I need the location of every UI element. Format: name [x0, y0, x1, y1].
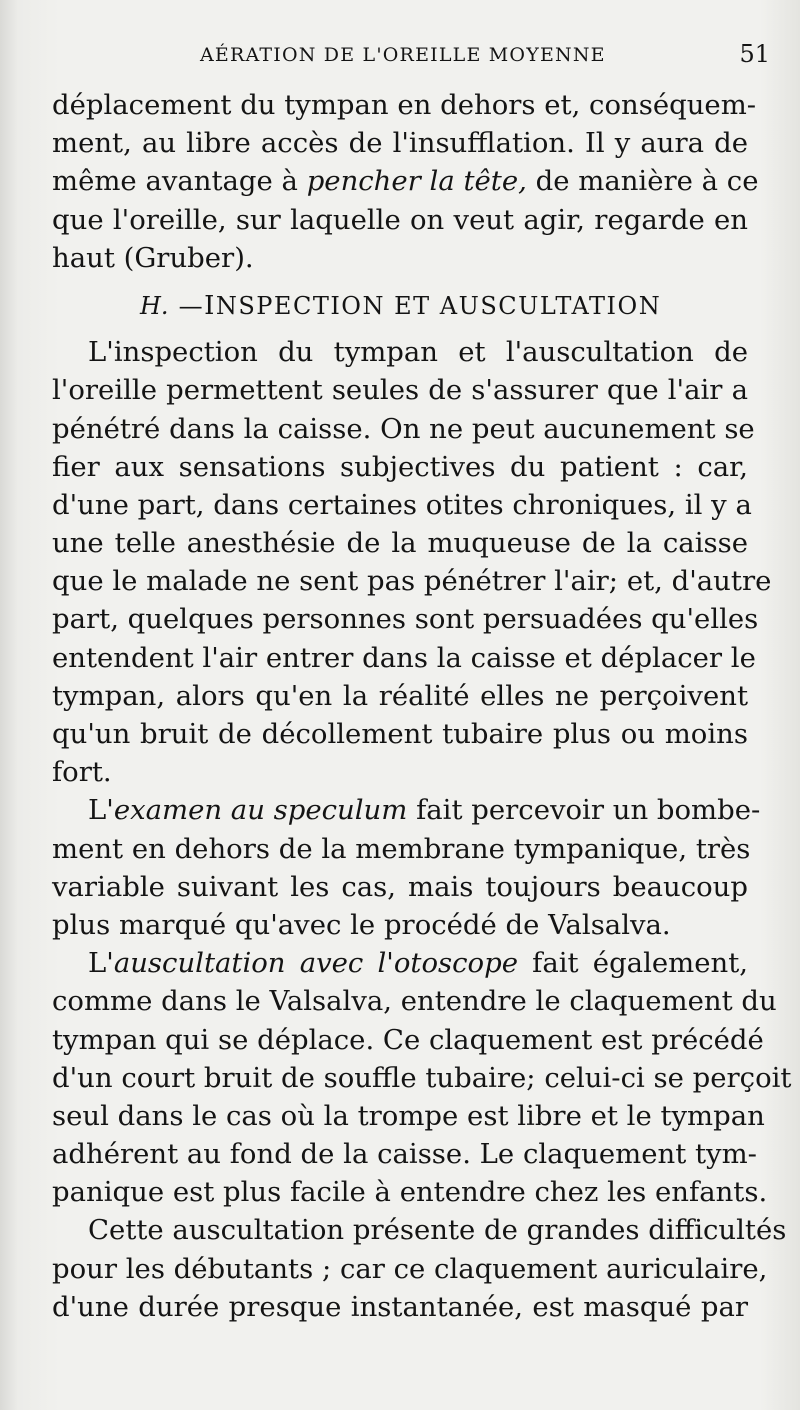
text-line: haut (Gruber). [52, 241, 254, 274]
text-line: Cette auscultation présente de grandes difficultés [88, 1214, 787, 1247]
page-number: 51 [739, 40, 770, 68]
text-line: plus marqué qu'avec le procédé de Valsalva. [52, 908, 671, 941]
text-line: déplacement du tympan en dehors et, conséquem- [52, 89, 757, 121]
text-line: adhérent au fond de la caisse. Le claquement tym- [52, 1138, 757, 1171]
text-line [52, 944, 748, 982]
running-head [50, 40, 770, 76]
text-line: l'oreille permettent seules de s'assurer que l'air a [52, 374, 748, 407]
section-heading [52, 287, 748, 325]
body-text [52, 86, 792, 1326]
text-line: pénétré dans la caisse. On ne peut aucunement se [52, 412, 755, 445]
text-line: tympan qui se déplace. Ce claquement est précédé [52, 1023, 764, 1056]
emphasis-text: examen au speculum [113, 794, 408, 827]
running-title: AÉRATION DE L'OREILLE MOYENNE [200, 44, 606, 66]
text-line: entendent l'air entrer dans la caisse et déplacer le [52, 641, 756, 674]
text-line: comme dans le Valsalva, entendre le claquement du [52, 985, 777, 1018]
text-line: que le malade ne sent pas pénétrer l'air; et, d'autre [52, 565, 772, 598]
text-line: part, quelques personnes sont persuadées qu'elles [52, 603, 759, 636]
emphasis-text: pencher la tête, [306, 165, 527, 198]
text-line [52, 791, 761, 829]
text-span: fait percevoir un bombe- [407, 794, 761, 827]
text-line: L'inspection du tympan et l'auscultation de [88, 336, 748, 369]
text-span: de manière à ce [526, 165, 759, 198]
text-line: ment en dehors de la membrane tympanique, très [52, 832, 751, 865]
text-span: L' [88, 794, 114, 827]
text-line: d'une durée presque instantanée, est masqué par [52, 1290, 748, 1323]
text-span: fait également, [517, 947, 748, 980]
section-title-initial: I [204, 290, 216, 321]
text-span: L' [88, 947, 114, 980]
text-line: qu'un bruit de décollement tubaire plus ou moins [52, 718, 748, 750]
text-line [52, 162, 759, 200]
text-line: d'un court bruit de souffle tubaire; celui-ci se perçoit [52, 1061, 792, 1094]
text-line: variable suivant les cas, mais toujours beaucoup [52, 870, 748, 903]
text-line: pour les débutants ; car ce claquement auriculaire, [52, 1252, 768, 1285]
text-span: même avantage à [52, 165, 307, 198]
text-line: ment, au libre accès de l'insufflation. Il y aura de [52, 127, 748, 160]
text-line: panique est plus facile à entendre chez les enfants. [52, 1176, 768, 1209]
section-title-rest: NSPECTION ET AUSCULTATION [215, 291, 662, 320]
text-line: que l'oreille, sur laquelle on veut agir, regarde en [52, 203, 748, 236]
text-line: fier aux sensations subjectives du patient : car, [52, 450, 748, 483]
text-line: tympan, alors qu'en la réalité elles ne perçoivent [52, 679, 748, 712]
text-line: d'une part, dans certaines otites chroniques, il y a [52, 488, 752, 521]
section-dash: — [178, 291, 205, 320]
emphasis-text: auscultation avec l'otoscope [113, 947, 518, 980]
section-letter: H. [140, 291, 169, 320]
text-line: une telle anesthésie de la muqueuse de la caisse [52, 527, 748, 560]
text-line: seul dans le cas où la trompe est libre et le tympan [52, 1099, 765, 1132]
text-line: fort. [52, 756, 112, 789]
